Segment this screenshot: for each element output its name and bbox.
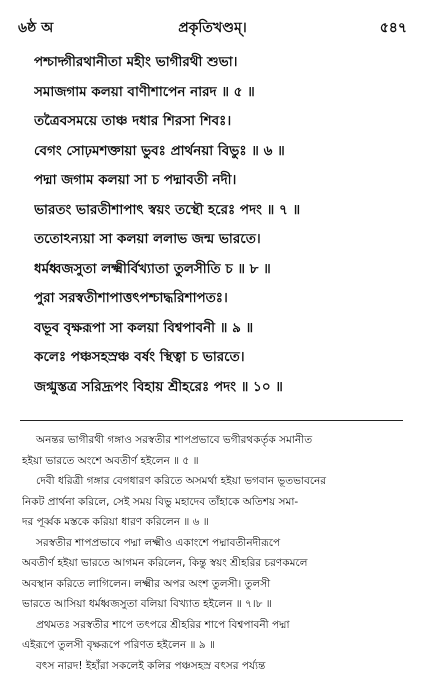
commentary-line: ভারতে আসিয়া ধর্মধ্বজসুতা বলিয়া বিখ্যাত হইলেন ॥ ৭।৮ ॥ [22,598,272,610]
verse-line: ভারতং ভারতীশাপাৎ স্বয়ং তস্থৌ হরেঃ পদং ॥ ৭ ॥ [34,201,301,218]
commentary-line: অবস্থান করিতে লাগিলেন। লক্ষ্মীর অপর অংশ তুলসী। তুলসী [22,577,271,590]
verse-line: পদ্মা জগাম কলয়া সা চ পদ্মাবতী নদী। [34,172,237,188]
commentary-line: নিকট প্রার্থনা করিলে, সেই সময় বিভু মহাদেব তাঁহাকে অতিশয় সমা- [22,495,299,508]
commentary-paragraph [22,471,411,533]
commentary-paragraph [22,533,411,615]
commentary-line: প্রথমতঃ সরস্বতীর শাপে তৎপরে শ্রীহরির শাপে বিশ্বপাবনী পদ্মা [36,618,290,631]
commentary-paragraph [22,615,411,656]
commentary-line: অবতীর্ণ হইয়া ভারতে আগমন করিলেন, কিন্তু স্বয়ং শ্রীহরির চরণকমলে [22,557,308,569]
verse-line: জগ্মুস্তত্র সরিদ্রূপং বিহায় শ্রীহরেঃ পদং ॥ ১০ ॥ [34,378,283,395]
verse-line: বেগং সোঢ়মশক্তায়া ভুবঃ প্রার্থনয়া বিভুঃ ॥ ৬ ॥ [34,142,285,159]
commentary-line: সরস্বতীর শাপপ্রভাবে পদ্মা লক্ষ্মীও একাংশে পদ্মাবতীনদীরূপে [36,536,281,549]
commentary-line: অনন্তর ভাগীরথী গঙ্গাও সরস্বতীর শাপপ্রভাবে ভগীরথকর্তৃক সমানীত [36,434,313,446]
chapter-label: ৬ষ্ঠ অ [18,20,54,36]
running-title: প্রকৃতিখণ্ডম্। [178,20,247,36]
verse-line: পুরা সরস্বতীশাপাত্তৎপশ্চাদ্ধরিশাপতঃ। [34,290,228,306]
commentary-paragraph [22,430,411,471]
commentary-line: হইয়া ভারতে অংশে অবতীর্ণ হইলেন ॥ ৫ ॥ [22,454,199,467]
commentary-line: এইরূপে তুলসী বৃক্ষরূপে পরিণত হইলেন ॥ ৯ ॥ [22,639,215,651]
verse-line: সমাজগাম কলয়া বাণীশাপেন নারদ ॥ ৫ ॥ [34,83,255,100]
commentary-line: দেবী ধরিত্রী গঙ্গার বেগধারণ করিতে অসমর্থা হইয়া ভগবান ভূতভাবনের [36,475,327,487]
section-divider [20,420,403,421]
verse-line: ততোঽন্যয়া সা কলয়া ললাভ জন্ম ভারতে। [34,231,261,247]
verse-line: পশ্চাদ্গীরথানীতা মহীং ভাগীরথী শুভা। [34,54,238,70]
commentary-block [22,430,411,676]
verse-block [34,48,413,402]
commentary-line: দর পূর্ব্বক মস্তকে করিয়া ধারণ করিলেন ॥ ৬ ॥ [22,516,209,528]
page-number: ৫৪৭ [379,20,407,36]
commentary-line: বৎস নারদ! ইহাঁরা সকলেই কলির পঞ্চসহস্র বৎসর পর্য্যন্ত [36,659,266,672]
verse-line: ধর্মধ্বজসুতা লক্ষ্মীর্বিখ্যাতা তুলসীতি চ ॥ ৮ ॥ [34,260,271,277]
commentary-paragraph [22,656,411,677]
page-header [18,16,407,38]
verse-line: বভূব বৃক্ষরূপা সা কলয়া বিশ্বপাবনী ॥ ৯ ॥ [34,319,254,336]
verse-line: তত্রৈবসময়ে তাঞ্চ দধার শিরসা শিবঃ। [34,113,232,129]
verse-line: কলেঃ পঞ্চসহস্রঞ্চ বর্ষং স্থিত্বা চ ভারতে। [34,349,245,365]
